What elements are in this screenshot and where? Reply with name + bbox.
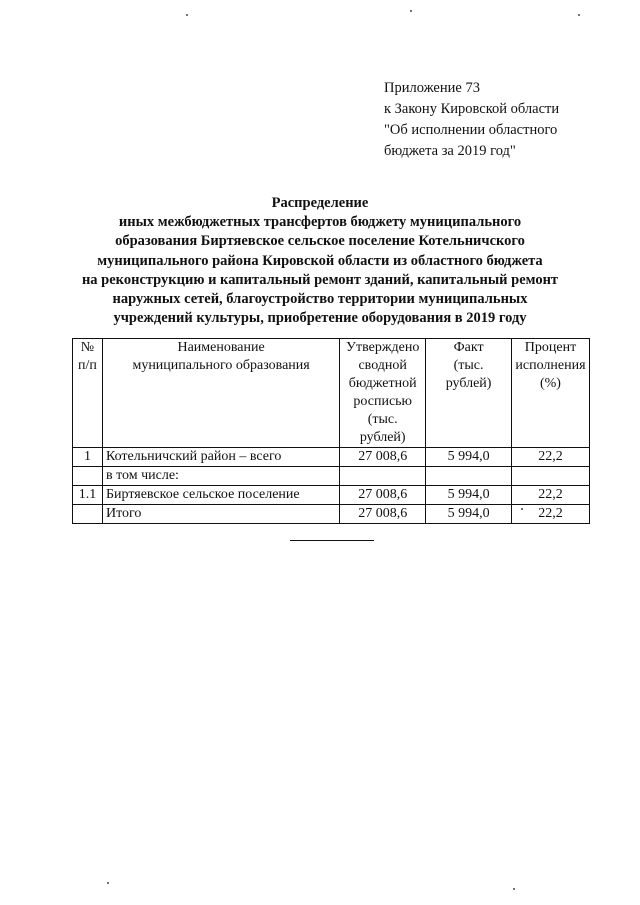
title-line: иных межбюджетных трансфертов бюджету муниципального (118, 214, 522, 231)
table-header-row (73, 339, 590, 448)
scan-speck (410, 10, 412, 12)
cell-approved: 27 008,6 (340, 505, 426, 524)
title-line: учреждений культуры, приобретение оборудования в 2019 году (113, 310, 527, 327)
cell-approved: 27 008,6 (340, 448, 426, 467)
closing-rule (290, 540, 374, 541)
scan-speck (107, 882, 109, 884)
appendix-line: "Об исполнении областного (384, 122, 558, 138)
title-line: Распределение (271, 195, 369, 211)
cell-fact: 5 994,0 (426, 505, 512, 524)
header-percent: Процент исполнения (%) (511, 339, 589, 448)
title-line: наружных сетей, благоустройство территории муниципальных (112, 291, 528, 308)
cell-name: в том числе: (102, 467, 339, 486)
table-row (73, 467, 590, 486)
cell-num: 1.1 (73, 486, 103, 505)
table-row (73, 505, 590, 524)
document-title (60, 194, 580, 328)
cell-num (73, 467, 103, 486)
table-row (73, 486, 590, 505)
scan-speck (578, 14, 580, 16)
header-num: № п/п (73, 339, 103, 448)
header-fact: Факт (тыс. рублей) (426, 339, 512, 448)
cell-name: Итого (102, 505, 339, 524)
title-line: на реконструкцию и капитальный ремонт зданий, капитальный ремонт (81, 271, 559, 288)
cell-name: Котельничский район – всего (102, 448, 339, 467)
title-line: образования Биртяевское сельское поселение Котельничского (115, 233, 525, 250)
cell-approved (340, 467, 426, 486)
appendix-line: бюджета за 2019 год" (384, 143, 516, 159)
appendix-line: к Закону Кировской области (384, 101, 560, 117)
cell-fact (426, 467, 512, 486)
table-row (73, 448, 590, 467)
cell-num (73, 505, 103, 524)
cell-percent: 22,2 (511, 486, 589, 505)
title-line: муниципального района Кировской области из областного бюджета (97, 252, 543, 269)
header-name: Наименование муниципального образования (102, 339, 339, 448)
cell-percent: 22,2 (511, 505, 589, 524)
appendix-line: Приложение 73 (384, 80, 480, 96)
header-approved: Утверждено сводной бюджетной росписью (тыс. рублей) (340, 339, 426, 448)
cell-percent: 22,2 (511, 448, 589, 467)
cell-num: 1 (73, 448, 103, 467)
appendix-header (384, 78, 624, 162)
cell-name: Биртяевское сельское поселение (102, 486, 339, 505)
cell-percent (511, 467, 589, 486)
cell-fact: 5 994,0 (426, 448, 512, 467)
transfers-table (72, 338, 590, 524)
cell-fact: 5 994,0 (426, 486, 512, 505)
scan-speck (186, 14, 188, 16)
scan-speck (513, 888, 515, 890)
cell-approved: 27 008,6 (340, 486, 426, 505)
